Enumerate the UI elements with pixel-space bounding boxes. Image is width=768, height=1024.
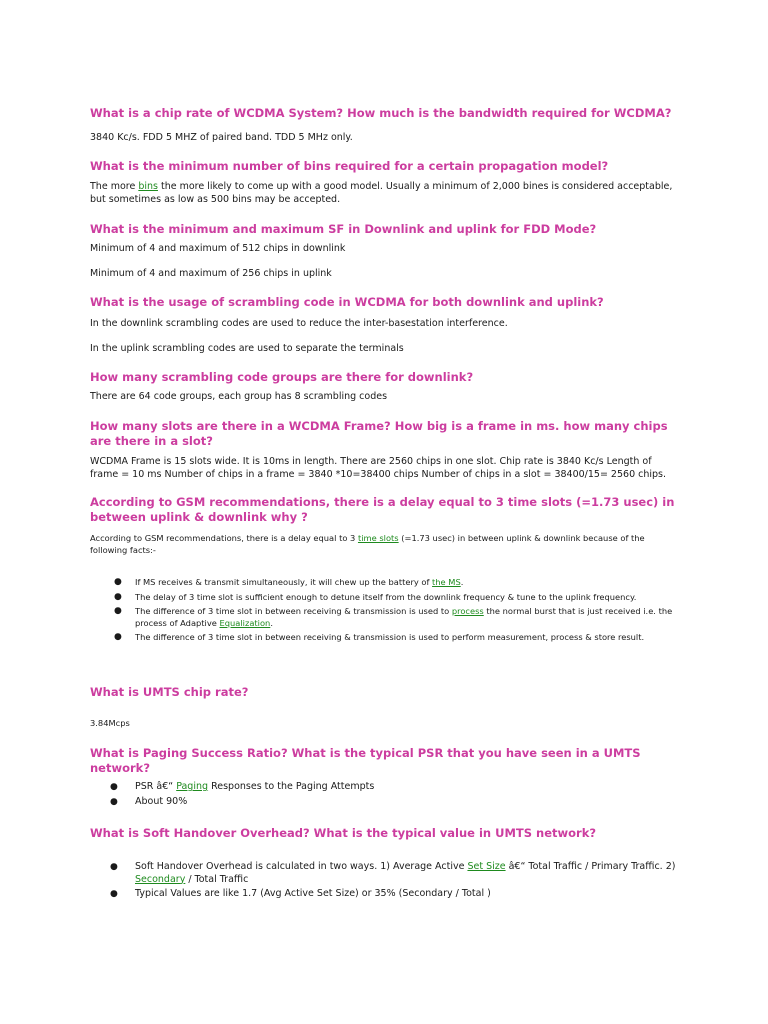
list-item: ● Typical Values are like 1.7 (Avg Active Set Size) or 35% (Secondary / Total ) [110,888,491,899]
bullet-icon: ● [110,862,118,872]
secondary-link[interactable]: Secondary [135,873,186,885]
time-slots-link[interactable]: time slots [357,533,399,543]
answer-text: 3.84Mcps [90,718,130,728]
answer-text: There are 64 code groups, each group has 8 scrambling codes [90,391,388,402]
answer-text: According to GSM recommendations, there is a delay equal to 3 time slots (=1.73 usec) in between uplink & downlink because of the following facts:- [90,533,645,555]
list-item: ● About 90% [110,795,188,807]
question-heading: What is Soft Handover Overhead? What is the typical value in UMTS network? [90,826,597,840]
equalization-link[interactable]: Equalization [219,617,271,628]
question-heading: What is a chip rate of WCDMA System? How much is the bandwidth required for WCDMA? [90,106,672,120]
facts-list [90,577,680,644]
bullet-icon: ● [114,632,122,642]
list-item: ● PSR â€“ Paging Responses to the Paging Attempts [110,781,375,792]
process-link[interactable]: process [451,606,484,616]
bullet-icon: ● [114,577,122,587]
list-item: ● The difference of 3 time slot in between receiving & transmission is used to process the normal burst that is just received i.e. the process of Adaptive Equalization. [114,606,673,628]
paging-link[interactable]: Paging [176,781,209,792]
list-item: ● The difference of 3 time slot in between receiving & transmission is used to perform measurement, process & store result. [114,632,645,642]
question-heading: How many scrambling code groups are there for downlink? [90,370,474,384]
answer-text: Minimum of 4 and maximum of 256 chips in uplink [90,268,332,279]
list-item: ● Soft Handover Overhead is calculated in two ways. 1) Average Active Set Size â€“ Total Traffic / Primary Traffic. 2) Secondary / Total Traffic [110,861,676,885]
set-size-link[interactable]: Set Size [467,861,506,872]
bins-link[interactable]: bins [138,181,158,192]
question-heading: What is the usage of scrambling code in WCDMA for both downlink and uplink? [90,295,604,309]
bullet-icon: ● [110,889,118,899]
question-heading: According to GSM recommendations, there is a delay equal to 3 time slots (=1.73 usec) in between uplink & downlink why ? [90,495,675,524]
question-heading: What is the minimum number of bins required for a certain propagation model? [90,159,609,173]
answer-text: Minimum of 4 and maximum of 512 chips in downlink [90,243,346,254]
question-heading: What is the minimum and maximum SF in Downlink and uplink for FDD Mode? [90,222,597,236]
question-heading: What is Paging Success Ratio? What is the typical PSR that you have seen in a UMTS network? [90,746,641,775]
bullet-icon: ● [114,591,122,602]
answer-text: 3840 Kc/s. FDD 5 MHZ of paired band. TDD 5 MHz only. [90,132,353,143]
sho-list [90,861,680,901]
answer-text: The more bins the more likely to come up with a good model. Usually a minimum of 2,000 bines is considered acceptable, but sometimes as low as 500 bins may be accepted. [90,181,673,205]
the-ms-link[interactable]: the MS [432,577,461,587]
bullet-icon: ● [114,606,122,616]
bullet-icon: ● [110,782,118,792]
list-item: ● The delay of 3 time slot is sufficient enough to detune itself from the downlink frequency & tune to the uplink frequency. [114,591,637,602]
question-heading: What is UMTS chip rate? [90,685,249,699]
answer-text: In the uplink scrambling codes are used to separate the terminals [90,343,404,354]
bullet-icon: ● [110,796,118,807]
psr-list [90,781,680,808]
answer-text: In the downlink scrambling codes are used to reduce the inter-basestation interference. [90,318,508,329]
question-heading: How many slots are there in a WCDMA Frame? How big is a frame in ms. how many chips are there in a slot? [90,419,668,448]
list-item: ● If MS receives & transmit simultaneously, it will chew up the battery of the MS. [114,577,464,587]
answer-text: WCDMA Frame is 15 slots wide. It is 10ms in length. There are 2560 chips in one slot. Chip rate is 3840 Kc/s Length of frame = 10 ms Number of chips in a frame = 3840 *10=38400 chips Number of chips in a slot = 38400/15= 2560 chips. [90,456,667,480]
